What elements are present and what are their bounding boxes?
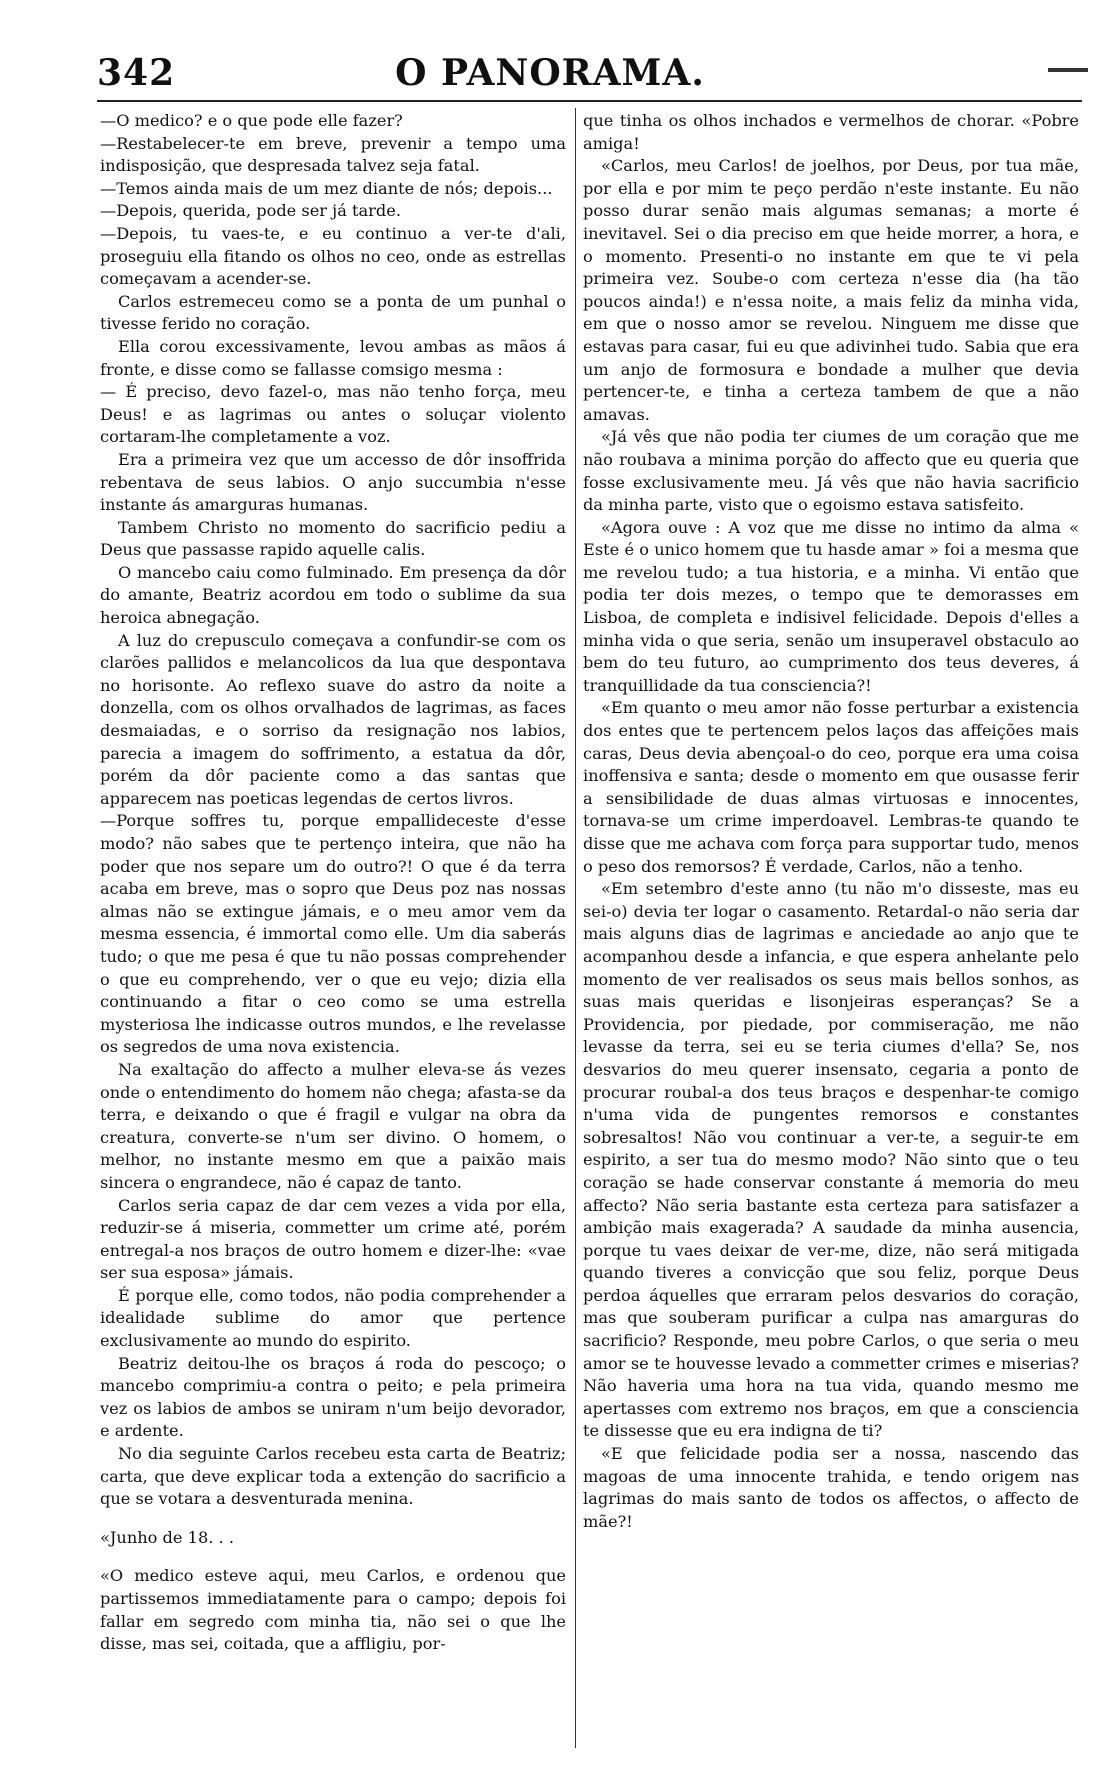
paragraph: «Em quanto o meu amor não fosse perturbar a existencia dos entes que te pertencem pelos laços das affeições mais caras, Deus devia abençoal-o do ceo, porque era uma coisa inoffensiva e santa; desde o momento em que ousasse ferir a sensibilidade de duas almas virtuosas e innocentes, tornava-se um crime imperdoavel. Lembras-te quando te disse que me achava com força para supportar tudo, menos o peso dos remorsos? É verdade, Carlos, não a tenho.: [583, 698, 1079, 876]
publication-title: O PANORAMA.: [395, 52, 705, 94]
page-header: [0, 0, 1100, 110]
paragraph: que tinha os olhos inchados e vermelhos de chorar. «Pobre amiga!: [583, 111, 1079, 153]
left-column: [100, 110, 566, 1750]
paragraph: No dia seguinte Carlos recebeu esta carta de Beatriz; carta, que deve explicar toda a extenção do sacrificio a que se votara a desventurada menina.: [100, 1444, 566, 1509]
right-column: [583, 110, 1079, 1750]
header-rule: [97, 100, 1082, 102]
paragraph: «O medico esteve aqui, meu Carlos, e ordenou que partissemos immediatamente para o campo; depois foi fallar em segredo com minha tia, não sei o que lhe disse, mas sei, coitada, que a affligiu, por-: [100, 1566, 566, 1654]
paragraph: Carlos estremeceu como se a ponta de um punhal o tivesse ferido no coração.: [100, 291, 566, 334]
printer-mark: [1048, 68, 1088, 72]
paragraph: Ella corou excessivamente, levou ambas as mãos á fronte, e disse como se fallasse comsigo mesma :: [100, 336, 566, 379]
paragraph: «Agora ouve : A voz que me disse no intimo da alma « Este é o unico homem que tu hasde amar » foi a mesma que me revelou tudo; a tua historia, e a minha. Vi então que podia ter dois mezes, o tempo que te demorasses em Lisboa, de completa e indisivel felicidade. Depois d'elles a minha vida o que seria, senão um insuperavel obstaculo ao bem do teu futuro, ao cumprimento dos teus deveres, á tranquillidade da tua consciencia?!: [583, 517, 1079, 695]
paragraph: «Em setembro d'este anno (tu não m'o disseste, mas eu sei-o) devia ter logar o casamento. Retardal-o não seria dar mais alguns dias de lagrimas e anciedade ao anjo que te acompanhou desde a infancia, e que espera anhelante pelo momento de ver realisados os seus mais bellos sonhos, as suas mais queridas e lisonjeiras esperanças? Se a Providencia, por piedade, por commiseração, me não levasse da terra, sei eu se teria ciumes d'ella? Se, nos desvarios do meu querer insensato, cegaria a ponto de procurar roubal-a dos teus braços e despenhar-te comigo n'uma vida de pungentes remorsos e constantes sobresaltos! Não vou continuar a ver-te, a seguir-te em espirito, a ser tua do mesmo modo? Não sinto que o teu coração se hade conservar constante á memoria do meu affecto? Não seria bastante esta certeza para satisfazer a ambição mais exagerada? A saudade da minha ausencia, porque tu vaes deixar de ver-me, dize, não será mitigada quando tiveres a convicção que sou feliz, porque Deus perdoa áquelles que erraram pelos desvarios do coração, mas que souberam purificar a culpa nas amarguras do sacrificio? Responde, meu pobre Carlos, o que seria o meu amor se te houvesse levado a commetter crimes e miserias? Não haveria uma hora na tua vida, quando mesmo me apertasses com extremo nos braços, em que a consciencia te dissesse que eu era indigna de ti?: [583, 879, 1079, 1441]
paragraph: —Depois, querida, pode ser já tarde.: [100, 201, 401, 221]
paragraph: Na exaltação do affecto a mulher eleva-se ás vezes onde o entendimento do homem não chega; afasta-se da terra, e deixando o que é fragil e vulgar na obra da creatura, converte-se n'um ser divino. O homem, o melhor, no instante mesmo em que a paixão mais sincera o engrandece, não é capaz de tanto.: [100, 1059, 566, 1192]
paragraph: Era a primeira vez que um accesso de dôr insoffrida rebentava de seus labios. O anjo succumbia n'esse instante ás amarguras humanas.: [100, 449, 566, 515]
paragraph: —Restabelecer-te em breve, prevenir a tempo uma indisposição, que despresada talvez seja fatal.: [100, 133, 566, 176]
paragraph: «E que felicidade podia ser a nossa, nascendo das magoas de uma innocente trahida, e tendo origem nas lagrimas do mais santo de todos os affectos, o affecto de mãe?!: [583, 1444, 1079, 1531]
paragraph: Carlos seria capaz de dar cem vezes a vida por ella, reduzir-se á miseria, commetter um crime até, porém entregal-a nos braços de outro homem e dizer-lhe: «vae ser sua esposa» jámais.: [100, 1195, 566, 1283]
paragraph: —Temos ainda mais de um mez diante de nós; depois...: [100, 178, 553, 198]
paragraph: Beatriz deitou-lhe os braços á roda do pescoço; o mancebo comprimiu-a contra o peito; e pela primeira vez os labios de ambos se uniram n'um beijo devorador, e ardente.: [100, 1353, 566, 1441]
paragraph: —Depois, tu vaes-te, e eu continuo a ver-te d'ali, proseguiu ella fitando os olhos no ceo, onde as estrellas começavam a acender-se.: [100, 223, 566, 289]
paragraph: —O medico? e o que pode elle fazer?: [100, 111, 403, 130]
paragraph: O mancebo caiu como fulminado. Em presença da dôr do amante, Beatriz acordou em todo o sublime da sua heroica abnegação.: [100, 562, 566, 628]
paragraph: Tambem Christo no momento do sacrificio pediu a Deus que passasse rapido aquelle calis.: [100, 517, 566, 560]
letter-dateline: «Junho de 18. . .: [100, 1527, 234, 1547]
paragraph: — É preciso, devo fazel-o, mas não tenho força, meu Deus! e as lagrimas ou antes o soluçar violento cortaram-lhe completamente a voz.: [100, 382, 566, 447]
paragraph: —Porque soffres tu, porque empallideceste d'esse modo? não sabes que te pertenço inteira, que não ha poder que nos separe um do outro?! O que é da terra acaba em breve, mas o sopro que Deus poz nas nossas almas não se extingue jámais, e o meu amor vem da mesma essencia, é immortal como elle. Um dia saberás tudo; o que me pesa é que tu não possas comprehender o que eu comprehendo, ver o que eu vejo; dizia ella continuando a fitar o ceo como se uma estrella mysteriosa lhe indicasse outros mundos, e lhe revelasse os segredos de uma nova existencia.: [100, 811, 566, 1057]
paragraph: «Já vês que não podia ter ciumes de um coração que me não roubava a minima porção do affecto que eu queria que fosse exclusivamente meu. Já vês que não havia sacrificio da minha parte, visto que o egoismo estava satisfeito.: [583, 427, 1079, 515]
page-number: 342: [97, 52, 176, 94]
paragraph: É porque elle, como todos, não podia comprehender a idealidade sublime do amor que pertence exclusivamente ao mundo do espirito.: [100, 1285, 566, 1351]
paragraph: «Carlos, meu Carlos! de joelhos, por Deus, por tua mãe, por ella e por mim te peço perdão n'este instante. Eu não posso durar senão mais algumas semanas; a morte é inevitavel. Sei o dia preciso em que heide morrer, a hora, e o momento. Presenti-o no instante em que te vi pela primeira vez. Soube-o com certeza n'esse dia (ha tão poucos ainda!) e n'essa noite, a mais feliz da minha vida, em que o nosso amor se revelou. Ninguem me disse que estavas para casar, fui eu que adivinhei tudo. Sabia que era um anjo de formosura e bondade a mulher que devia pertencer-te, e tinha a certeza tambem de que a não amavas.: [583, 156, 1079, 424]
paragraph: A luz do crepusculo começava a confundir-se com os clarões pallidos e melancolicos da lua que despontava no horisonte. Ao reflexo suave do astro da noite a donzella, com os olhos orvalhados de lagrimas, as faces desmaiadas, e o sorriso da resignação nos labios, parecia a imagem do soffrimento, a estatua da dôr, porém da dôr paciente como a das santas que apparecem nas poeticas legendas de certos livros.: [100, 630, 566, 808]
column-divider: [575, 108, 576, 1748]
